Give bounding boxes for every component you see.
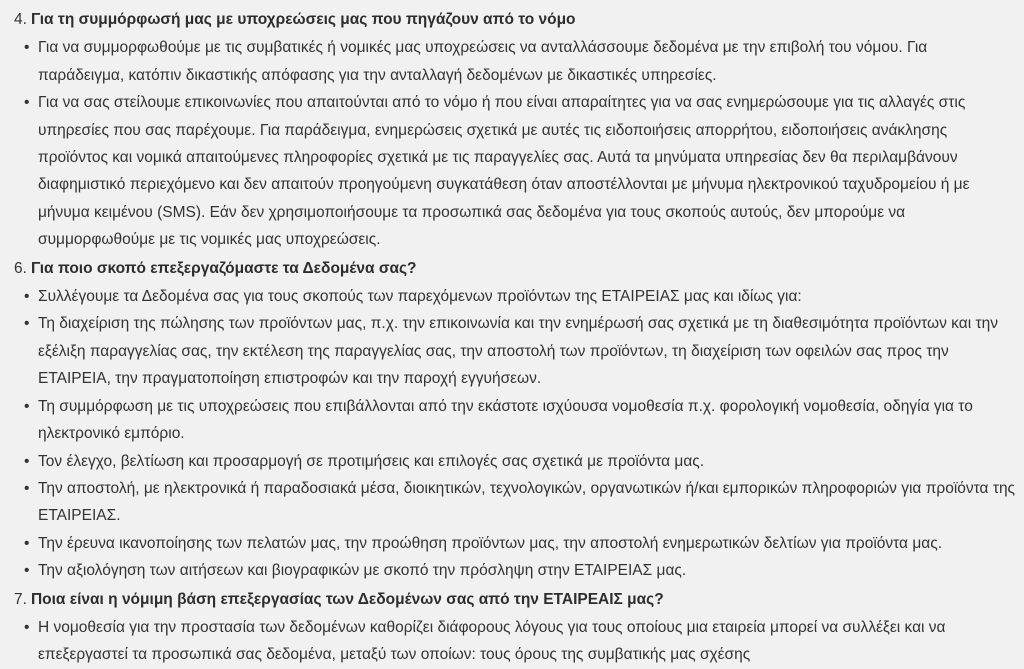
section-title: Ποια είναι η νόμιμη βάση επεξεργασίας των Δεδομένων σας από την ΕΤΑΙΡΕΑΙΣ μας? [30, 590, 664, 608]
bullet-item: • Τη συμμόρφωση με τις υποχρεώσεις που επιβάλλονται από την εκάστοτε ισχύουσα νομοθεσία π.χ. φορολογική νομοθεσία, οδηγία για το ηλεκτρονικό εμπόριο. [38, 393, 1016, 448]
bullet-item: • Συλλέγουμε τα Δεδομένα σας για τους σκοπούς των παρεχόμενων προϊόντων της ΕΤΑΙΡΕΙΑΣ μας και ιδίως για: [38, 283, 1016, 310]
section-heading [14, 255, 1016, 282]
section-heading [14, 586, 1016, 613]
section-processing-purpose [14, 255, 1016, 585]
bullet-list [14, 34, 1016, 253]
section-legal-basis [14, 586, 1016, 669]
bullet-item: • Την αποστολή, με ηλεκτρονικά ή παραδοσιακά μέσα, διοικητικών, τεχνολογικών, οργανωτικών ή/και εμπορικών πληροφοριών για προϊόντα της ΕΤΑΙΡΕΙΑΣ. [38, 475, 1016, 530]
section-law-compliance [14, 6, 1016, 254]
bullet-item: • Τον έλεγχο, βελτίωση και προσαρμογή σε προτιμήσεις και επιλογές σας σχετικά με προϊόντα μας. [38, 448, 1016, 475]
section-number: 7. [14, 590, 27, 608]
bullet-item: • Για να συμμορφωθούμε με τις συμβατικές ή νομικές μας υποχρεώσεις να ανταλλάσσουμε δεδομένα με την επιβολή του νόμου. Για παράδειγμα, κατόπιν δικαστικής απόφασης για την ανταλλαγή δεδομένων με δικαστικές υπηρεσίες. [38, 34, 1016, 89]
bullet-item: • Η νομοθεσία για την προστασία των δεδομένων καθορίζει διάφορους λόγους για τους οποίους μια εταιρεία μπορεί να συλλέξει και να επεξεργαστεί τα προσωπικά σας δεδομένα, μεταξύ των οποίων: τους όρους της συμβατικής μας σχέσης [38, 614, 1016, 669]
bullet-item: • Την αξιολόγηση των αιτήσεων και βιογραφικών με σκοπό την πρόσληψη στην ΕΤΑΙΡΕΙΑΣ μας. [38, 557, 1016, 584]
bullet-list [14, 283, 1016, 584]
bullet-item: • Τη διαχείριση της πώλησης των προϊόντων μας, π.χ. την επικοινωνία και την ενημέρωσή σας σχετικά με τη διαθεσιμότητα προϊόντων και την εξέλιξη παραγγελίας σας, την εκτέλεση της παραγγελίας σας, την αποστολή των προϊόντων, τη διαχείριση των οφειλών σας προς την ΕΤΑΙΡΕΙΑ, την πραγματοποίηση επιστροφών και την παροχή εγγυήσεων. [38, 310, 1016, 392]
section-heading [14, 6, 1016, 33]
section-number: 6. [14, 259, 27, 277]
section-title: Για ποιο σκοπό επεξεργαζόμαστε τα Δεδομένα σας? [30, 259, 417, 277]
privacy-policy-document [14, 6, 1016, 669]
bullet-item: • Την έρευνα ικανοποίησης των πελατών μας, την προώθηση προϊόντων μας, την αποστολή ενημερωτικών δελτίων για προϊόντα μας. [38, 530, 1016, 557]
bullet-item: • Για να σας στείλουμε επικοινωνίες που απαιτούνται από το νόμο ή που είναι απαραίτητες για να σας ενημερώσουμε για τις αλλαγές στις υπηρεσίες που σας παρέχουμε. Για παράδειγμα, ενημερώσεις σχετικά με αυτές τις ειδοποιήσεις απορρήτου, ειδοποιήσεις ανάκλησης προϊόντος και νομικά απαιτούμενες πληροφορίες σχετικά με τις παραγγελίες σας. Αυτά τα μηνύματα υπηρεσίας δεν θα περιλαμβάνουν διαφημιστικό περιεχόμενο και δεν απαιτούν προηγούμενη συγκατάθεση όταν αποστέλλονται με μήνυμα ηλεκτρονικού ταχυδρομείου ή με μήνυμα κειμένου (SMS). Εάν δεν χρησιμοποιήσουμε τα προσωπικά σας δεδομένα για τους σκοπούς αυτούς, δεν μπορούμε να συμμορφωθούμε με τις νομικές μας υποχρεώσεις. [38, 89, 1016, 253]
section-number: 4. [14, 11, 27, 28]
section-title: Για τη συμμόρφωσή μας με υποχρεώσεις μας που πηγάζουν από το νόμο [30, 11, 576, 28]
bullet-list [14, 614, 1016, 669]
